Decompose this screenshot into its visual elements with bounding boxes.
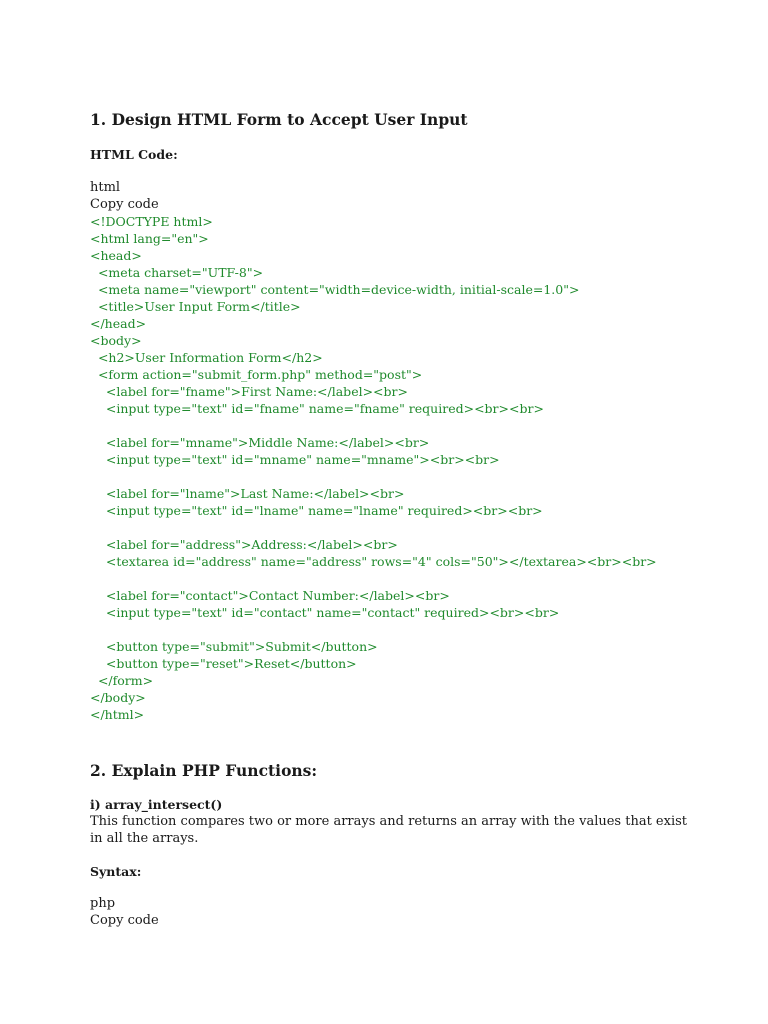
code-line: <input type="text" id="mname" name="mname"><br><br> bbox=[90, 452, 500, 467]
function-title: i) array_intersect() bbox=[90, 797, 223, 812]
code-line: <input type="text" id="fname" name="fname" required><br><br> bbox=[90, 401, 544, 416]
code-line: </html> bbox=[90, 707, 145, 722]
copy-code-button-php[interactable]: Copy code bbox=[90, 913, 159, 928]
html-code-subheading: HTML Code: bbox=[90, 147, 178, 162]
section-1-heading: 1. Design HTML Form to Accept User Input bbox=[90, 110, 468, 129]
code-line: <head> bbox=[90, 248, 142, 263]
code-line: <input type="text" id="contact" name="contact" required><br><br> bbox=[90, 605, 560, 620]
code-line: <label for="lname">Last Name:</label><br> bbox=[90, 486, 405, 501]
code-line: <label for="contact">Contact Number:</label><br> bbox=[90, 588, 450, 603]
code-line: </form> bbox=[90, 673, 154, 688]
code-line bbox=[90, 417, 657, 434]
code-line: <label for="mname">Middle Name:</label><br> bbox=[90, 435, 430, 450]
code-line: <label for="fname">First Name:</label><br> bbox=[90, 384, 408, 399]
code-line: <textarea id="address" name="address" rows="4" cols="50"></textarea><br><br> bbox=[90, 554, 657, 569]
html-code-block bbox=[90, 213, 657, 723]
code-line bbox=[90, 621, 657, 638]
code-line: <!DOCTYPE html> bbox=[90, 214, 213, 229]
code-line bbox=[90, 468, 657, 485]
code-line: <label for="address">Address:</label><br> bbox=[90, 537, 398, 552]
code-line: </body> bbox=[90, 690, 146, 705]
code-line bbox=[90, 519, 657, 536]
code-language-label: html bbox=[90, 180, 121, 195]
code-line: </head> bbox=[90, 316, 147, 331]
syntax-label: Syntax: bbox=[90, 864, 142, 879]
code-line: <button type="submit">Submit</button> bbox=[90, 639, 378, 654]
code-line: <html lang="en"> bbox=[90, 231, 209, 246]
code-line: <button type="reset">Reset</button> bbox=[90, 656, 357, 671]
code-line: <title>User Input Form</title> bbox=[90, 299, 301, 314]
code-line: <meta charset="UTF-8"> bbox=[90, 265, 264, 280]
code-line: <body> bbox=[90, 333, 142, 348]
code-line bbox=[90, 570, 657, 587]
function-description: This function compares two or more arrays and returns an array with the values that exist in all the arrays. bbox=[90, 814, 688, 846]
code-line: <meta name="viewport" content="width=device-width, initial-scale=1.0"> bbox=[90, 282, 580, 297]
code-line: <form action="submit_form.php" method="post"> bbox=[90, 367, 423, 382]
copy-code-button[interactable]: Copy code bbox=[90, 197, 159, 212]
php-language-label: php bbox=[90, 896, 116, 911]
section-2-heading: 2. Explain PHP Functions: bbox=[90, 761, 318, 780]
code-line: <h2>User Information Form</h2> bbox=[90, 350, 323, 365]
code-line: <input type="text" id="lname" name="lname" required><br><br> bbox=[90, 503, 543, 518]
